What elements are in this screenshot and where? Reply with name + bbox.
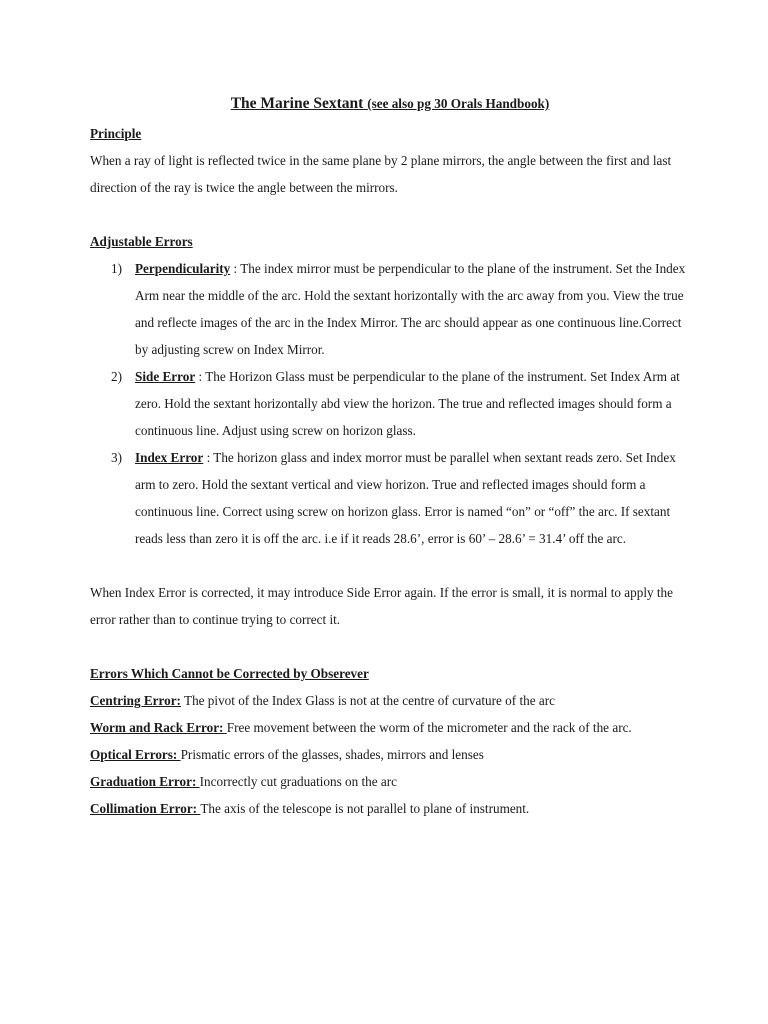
error-term: Index Error bbox=[135, 450, 204, 465]
list-number: 2) bbox=[111, 369, 122, 384]
error-description: Free movement between the worm of the micrometer and the rack of the arc. bbox=[226, 720, 632, 735]
list-item bbox=[90, 687, 690, 714]
error-description: : The index mirror must be perpendicular to the plane of the instrument. Set the Index Arm near the middle of the arc. Hold the sextant horizontally with the arc away from you. View the true and reflecte images of the arc in the Index Mirror. The arc should appear as one continuous line.Correct by adjusting screw on Index Mirror. bbox=[135, 261, 686, 357]
page-title bbox=[90, 90, 690, 117]
error-term: Worm and Rack Error: bbox=[90, 720, 227, 735]
adjustable-errors-list bbox=[90, 255, 690, 552]
spacer bbox=[90, 552, 690, 579]
list-number: 1) bbox=[111, 261, 122, 276]
adjustable-errors-heading: Adjustable Errors bbox=[90, 234, 193, 249]
index-error-note: When Index Error is corrected, it may introduce Side Error again. If the error is small, it is normal to apply the error rather than to continue trying to correct it. bbox=[90, 585, 673, 627]
list-item bbox=[90, 255, 690, 363]
error-description: : The horizon glass and index morror must be parallel when sextant reads zero. Set Index arm to zero. Hold the sextant vertical and view horizon. True and reflected images should form a continuous line. Correct using screw on horizon glass. Error is named “on” or “off” the arc. If sextant reads less than zero it is off the arc. i.e if it reads 28.6’, error is 60’ – 28.6’ = 31.4’ off the arc. bbox=[135, 450, 676, 546]
error-description: The pivot of the Index Glass is not at the centre of curvature of the arc bbox=[180, 693, 555, 708]
title-subtitle: (see also pg 30 Orals Handbook) bbox=[367, 96, 550, 111]
error-description: Incorrectly cut graduations on the arc bbox=[199, 774, 398, 789]
list-item bbox=[90, 444, 690, 552]
list-number: 3) bbox=[111, 450, 122, 465]
error-term: Perpendicularity bbox=[135, 261, 231, 276]
spacer bbox=[90, 201, 690, 228]
list-item bbox=[90, 795, 690, 822]
list-item bbox=[90, 768, 690, 795]
error-term: Centring Error: bbox=[90, 693, 181, 708]
list-item bbox=[90, 363, 690, 444]
list-item bbox=[90, 741, 690, 768]
title-main: The Marine Sextant bbox=[230, 95, 364, 112]
error-term: Collimation Error: bbox=[90, 801, 201, 816]
error-term: Optical Errors: bbox=[90, 747, 181, 762]
error-term: Graduation Error: bbox=[90, 774, 200, 789]
error-description: : The Horizon Glass must be perpendicular to the plane of the instrument. Set Index Arm at zero. Hold the sextant horizontally abd view the horizon. The true and reflected images should form a continuous line. Adjust using screw on horizon glass. bbox=[135, 369, 680, 438]
error-term: Side Error bbox=[135, 369, 196, 384]
non-correctable-errors-heading: Errors Which Cannot be Corrected by Obserever bbox=[90, 666, 369, 681]
error-description: Prismatic errors of the glasses, shades, mirrors and lenses bbox=[180, 747, 484, 762]
spacer bbox=[90, 633, 690, 660]
list-item bbox=[90, 714, 690, 741]
principle-text: When a ray of light is reflected twice in the same plane by 2 plane mirrors, the angle between the first and last direction of the ray is twice the angle between the mirrors. bbox=[90, 153, 672, 195]
document-body bbox=[90, 90, 690, 822]
principle-heading: Principle bbox=[90, 126, 142, 141]
error-description: The axis of the telescope is not parallel to plane of instrument. bbox=[200, 801, 530, 816]
